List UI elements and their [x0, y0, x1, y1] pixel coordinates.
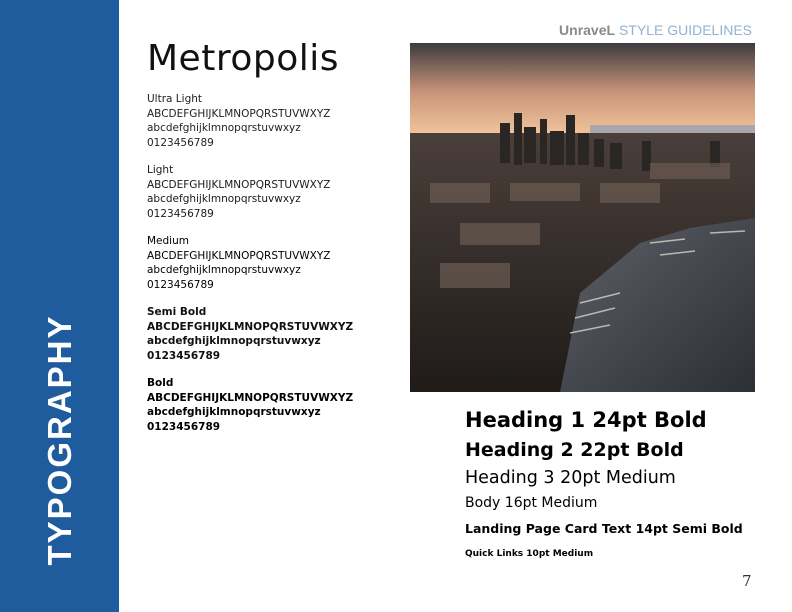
uppercase-sample: ABCDEFGHIJKLMNOPQRSTUVWXYZ [147, 320, 354, 333]
digits-sample: 0123456789 [147, 420, 221, 433]
heading-2-sample: Heading 2 22pt Bold [465, 439, 684, 461]
lowercase-sample: abcdefghijklmnopqrstuvwxyz [147, 406, 321, 418]
digits-sample: 0123456789 [147, 278, 214, 291]
digits-sample: 0123456789 [147, 207, 214, 220]
weight-ultra-light [147, 92, 397, 150]
lowercase-sample: abcdefghijklmnopqrstuvwxyz [147, 264, 301, 276]
weight-bold [147, 376, 397, 434]
weight-label: Semi Bold [147, 306, 207, 318]
header-subtitle: STYLE GUIDELINES [618, 22, 752, 38]
city-aerial-photo [410, 43, 755, 392]
uppercase-sample: ABCDEFGHIJKLMNOPQRSTUVWXYZ [147, 107, 331, 120]
card-text-sample: Landing Page Card Text 14pt Semi Bold [465, 521, 743, 536]
digits-sample: 0123456789 [147, 136, 214, 149]
digits-sample: 0123456789 [147, 349, 221, 362]
heading-1-sample: Heading 1 24pt Bold [465, 408, 707, 432]
section-title: TYPOGRAPHY [41, 314, 78, 566]
weight-label: Ultra Light [147, 93, 203, 105]
weight-label: Bold [147, 377, 174, 389]
uppercase-sample: ABCDEFGHIJKLMNOPQRSTUVWXYZ [147, 178, 331, 191]
sidebar-band [0, 0, 119, 612]
weight-specimens [147, 92, 397, 447]
lowercase-sample: abcdefghijklmnopqrstuvwxyz [147, 335, 321, 347]
weight-medium [147, 234, 397, 292]
page-header [559, 22, 752, 38]
uppercase-sample: ABCDEFGHIJKLMNOPQRSTUVWXYZ [147, 391, 354, 404]
weight-label: Light [147, 164, 174, 176]
page-number: 7 [742, 572, 752, 590]
weight-light [147, 163, 397, 221]
type-hierarchy [465, 405, 743, 567]
lowercase-sample: abcdefghijklmnopqrstuvwxyz [147, 193, 301, 205]
weight-label: Medium [147, 235, 189, 247]
uppercase-sample: ABCDEFGHIJKLMNOPQRSTUVWXYZ [147, 249, 331, 262]
lowercase-sample: abcdefghijklmnopqrstuvwxyz [147, 122, 301, 134]
body-sample: Body 16pt Medium [465, 495, 598, 511]
font-family-title: Metropolis [147, 38, 339, 79]
brand-name: UnraveL [559, 22, 616, 38]
weight-semi-bold [147, 305, 397, 363]
quick-links-sample: Quick Links 10pt Medium [465, 549, 594, 559]
heading-3-sample: Heading 3 20pt Medium [465, 468, 676, 488]
